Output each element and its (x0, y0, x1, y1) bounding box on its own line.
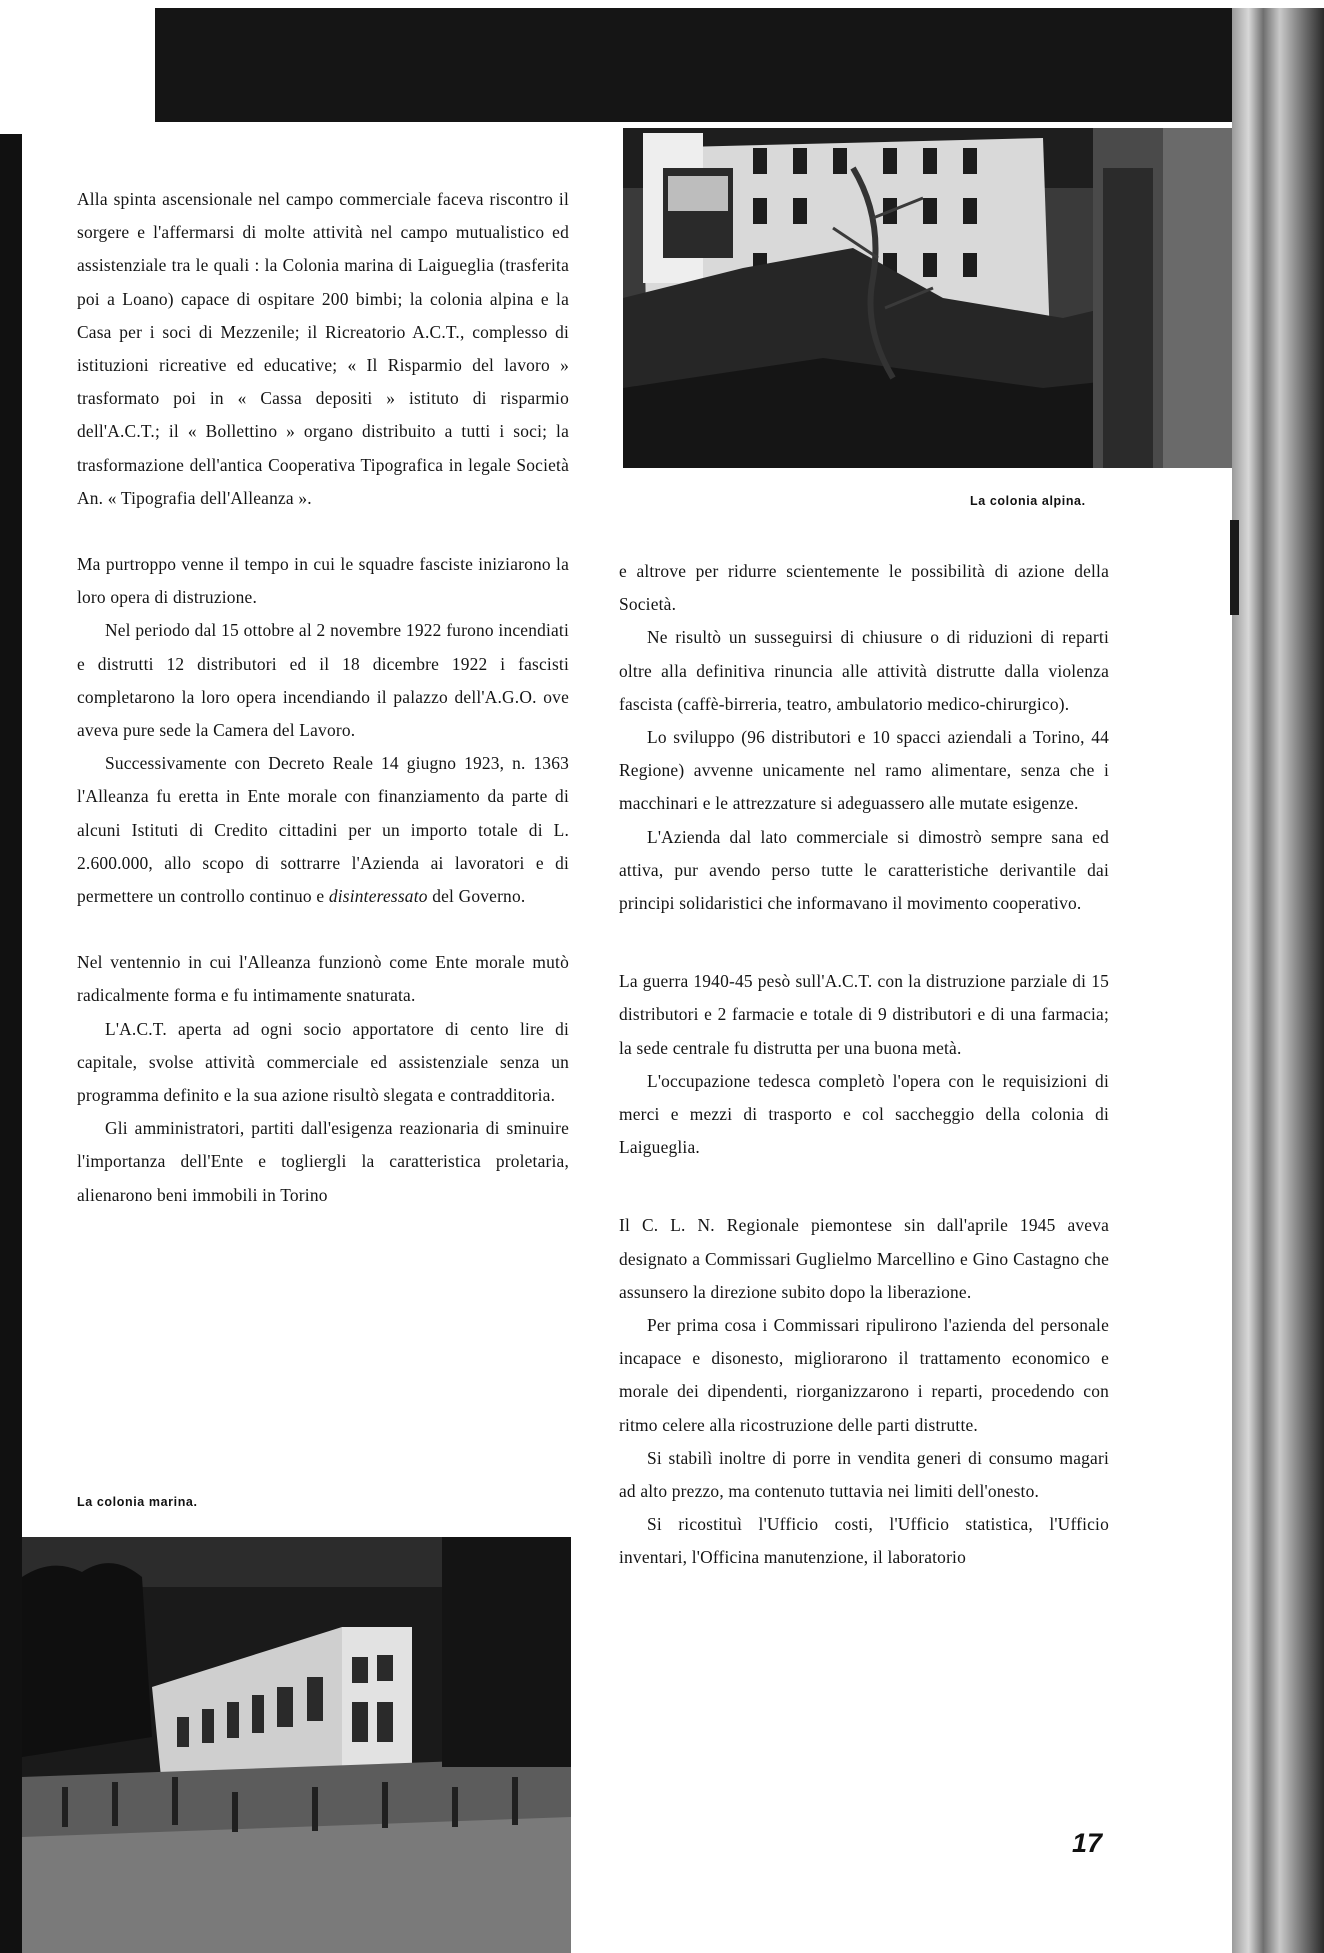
paragraph: Alla spinta ascensionale nel campo commerciale faceva riscontro il sorgere e l'affermarsi di molte attività nel campo mutualistico ed assistenziale tra le quali : la Colonia marina di Laigueglia (trasferita poi a Loano) capace di ospitare 200 bimbi; la colonia alpina e la Casa per i soci di Mezzenile; il Ricreatorio A.C.T., complesso di istituzioni ricreative ed educative; « Il Risparmio del lavoro » trasformato poi in « Cassa depositi » istituto di risparmio dell'A.C.T.; il « Bollettino » organo distribuito a tutti i soci; la trasformazione dell'antica Cooperativa Tipografica in legale Società An. « Tipografia dell'Alleanza ». (77, 189, 569, 508)
text-run: Successivamente con Decreto Reale 14 giugno 1923, n. 1363 l'Alleanza fu eretta in Ente morale con finanziamento da parte di alcuni Istituti di Credito cittadini per un importo totale di L. 2.600.000, allo scopo di sottrarre l'Azienda ai lavoratori e di permettere un controllo continuo e (77, 753, 569, 907)
paragraph: L'A.C.T. aperta ad ogni socio apportatore di cento lire di capitale, svolse attività commerciale ed assistenziale senza un programma definito e la sua azione risultò slegata e contradditoria. (77, 1018, 569, 1106)
paragraph: La guerra 1940-45 pesò sull'A.C.T. con la distruzione parziale di 15 distributori e 2 farmacie e totale di 9 distributori e di una farmacia; la sede centrale fu distrutta per una buona metà. (619, 971, 1109, 1058)
paragraph: Si stabilì inoltre di porre in vendita generi di consumo magari ad alto prezzo, ma contenuto tuttavia nei limiti dell'onesto. (619, 1447, 1109, 1502)
left-text-column (77, 183, 569, 1212)
paragraph: Ne risultò un susseguirsi di chiusure o di riduzioni di reparti oltre alla definitiva rinuncia alle attività distrutte dalla violenza fascista (caffè-birreria, teatro, ambulatorio medico-chirurgico). (619, 627, 1109, 714)
paragraph (77, 747, 569, 913)
caption-colonia-marina: La colonia marina. (77, 1495, 198, 1509)
paragraph: Lo sviluppo (96 distributori e 10 spacci aziendali a Torino, 44 Regione) avvenne unicamente nel ramo alimentare, senza che i macchinari e le attrezzature si adeguassero alle mutate esigenze. (619, 727, 1109, 814)
paragraph: Ma purtroppo venne il tempo in cui le squadre fasciste iniziarono la loro opera di distruzione. (77, 554, 569, 608)
page-number: 17 (1072, 1828, 1103, 1858)
paragraph: Per prima cosa i Commissari ripulirono l'azienda del personale incapace e disonesto, migliorarono il trattamento economico e morale dei dipendenti, riorganizzarono i reparti, procedendo con ritmo celere alla ricostruzione delle parti distrutte. (619, 1315, 1109, 1435)
text-run: del Governo. (432, 886, 526, 907)
paragraph: Si ricostituì l'Ufficio costi, l'Ufficio statistica, l'Ufficio inventari, l'Officina manutenzione, il laboratorio (619, 1514, 1109, 1568)
binding-edge (1232, 8, 1324, 1953)
top-dark-band (155, 8, 1324, 126)
margin-mark (1230, 520, 1239, 615)
caption-colonia-alpina: La colonia alpina. (970, 494, 1086, 508)
paragraph: L'Azienda dal lato commerciale si dimostrò sempre sana ed attiva, pur avendo perso tutte le caratteristiche derivantile dai principi solidaristici che informavano il movimento cooperativo. (619, 826, 1109, 914)
paragraph: Gli amministratori, partiti dall'esigenza reazionaria di sminuire l'importanza dell'Ente e togliergli la caratteristica proletaria, alienarono beni immobili in Torino (77, 1118, 569, 1205)
right-text-column (619, 555, 1109, 1575)
paragraph: L'occupazione tedesca completò l'opera con le requisizioni di merci e mezzi di trasporto e col saccheggio della colonia di Laigueglia. (619, 1070, 1109, 1158)
photo-colonia-alpina (623, 128, 1232, 468)
paragraph: Nel periodo dal 15 ottobre al 2 novembre 1922 furono incendiati e distrutti 12 distributori ed il 18 dicembre 1922 i fascisti completarono la loro opera incendiando il palazzo dell'A.G.O. ove aveva pure sede la Camera del Lavoro. (77, 620, 569, 741)
paragraph: Nel ventennio in cui l'Alleanza funzionò come Ente morale mutò radicalmente forma e fu intimamente snaturata. (77, 952, 569, 1006)
paragraph: e altrove per ridurre scientemente le possibilità di azione della Società. (619, 561, 1109, 615)
italic-text: disinteressato (328, 886, 428, 907)
paragraph: Il C. L. N. Regionale piemontese sin dall'aprile 1945 aveva designato a Commissari Guglielmo Marcellino e Gino Castagno che assunsero la direzione subito dopo la liberazione. (619, 1215, 1109, 1302)
photo-colonia-marina (22, 1537, 571, 1953)
